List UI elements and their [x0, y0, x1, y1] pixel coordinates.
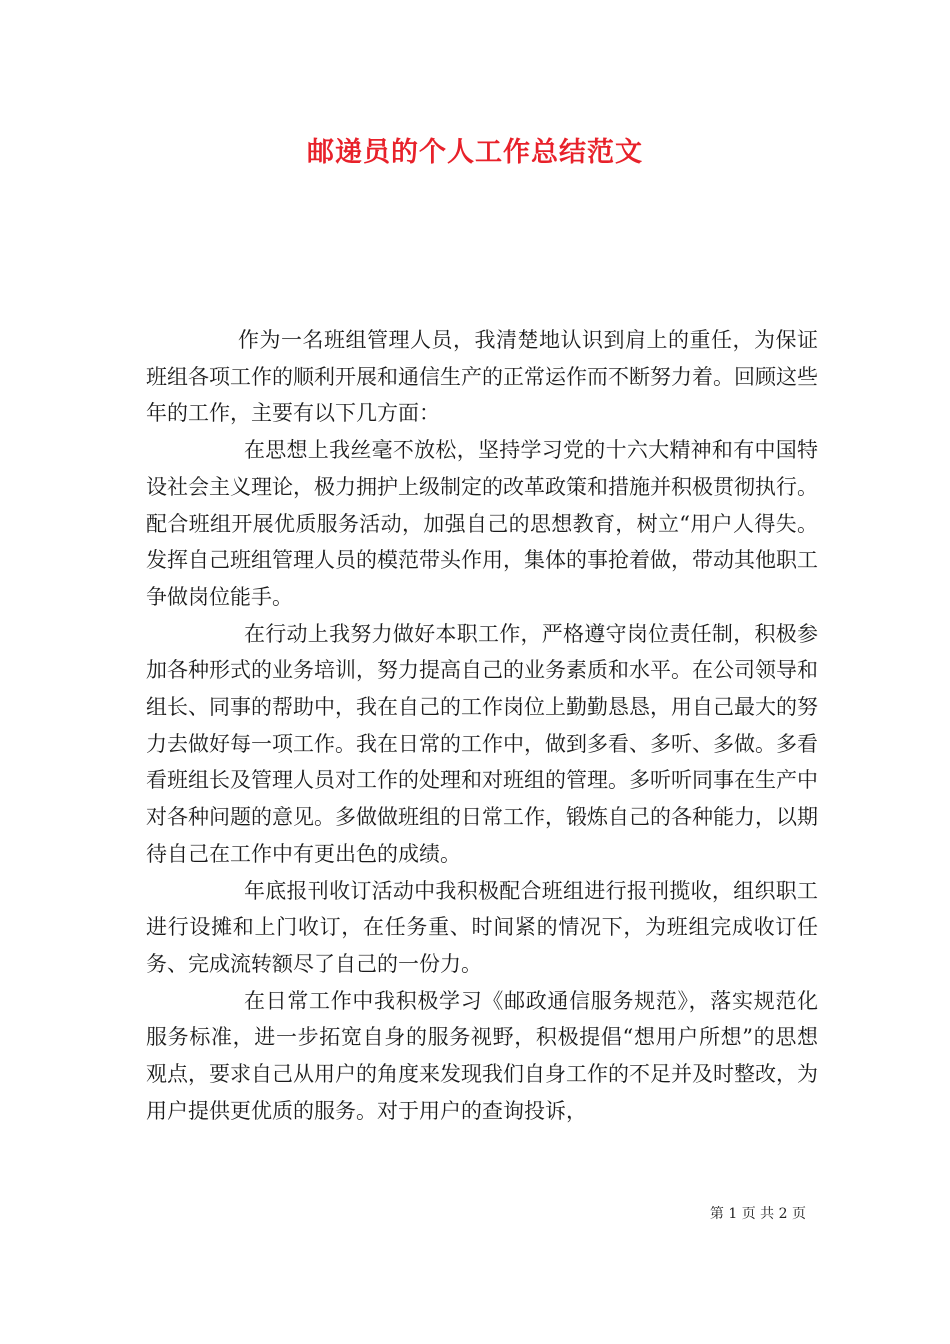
paragraph-2: 在思想上我丝毫不放松，坚持学习党的十六大精神和有中国特设社会主义理论，极力拥护上级制定的改革政策和措施并积极贯彻执行。配合班组开展优质服务活动，加强自己的思想教育，树立“用户人得失。发挥自己班组管理人员的模范带头作用，集体的事抢着做，带动其他职工争做岗位能手。 [146, 438, 818, 609]
paragraph-3: 在行动上我努力做好本职工作，严格遵守岗位责任制，积极参加各种形式的业务培训，努力提高自己的业务素质和水平。在公司领导和组长、同事的帮助中，我在自己的工作岗位上勤勤恳恳，用自己最大的努力去做好每一项工作。我在日常的工作中，做到多看、多听、多做。多看看班组长及管理人员对工作的处理和对班组的管理。多听听同事在生产中对各种问题的意见。多做做班组的日常工作，锻炼自己的各种能力，以期待自己在工作中有更出色的成绩。 [146, 621, 818, 866]
document-title: 邮递员的个人工作总结范文 [307, 137, 643, 168]
paragraph-5: 在日常工作中我积极学习《邮政通信服务规范》，落实规范化服务标准，进一步拓宽自身的服务视野，积极提倡“想用户所想”的思想观点，要求自己从用户的角度来发现我们自身工作的不足并及时整改，为用户提供更优质的服务。对于用户的查询投诉， [146, 988, 818, 1123]
document-body [146, 322, 818, 1129]
page-number-footer: 第 1 页 共 2 页 [709, 1206, 806, 1222]
paragraph-4: 年底报刊收订活动中我积极配合班组进行报刊揽收，组织职工进行设摊和上门收订，在任务重、时间紧的情况下，为班组完成收订任务、完成流转额尽了自己的一份力。 [146, 878, 818, 976]
paragraph-1: 作为一名班组管理人员，我清楚地认识到肩上的重任，为保证班组各项工作的顺利开展和通信生产的正常运作而不断努力着。回顾这些年的工作，主要有以下几方面： [146, 328, 818, 426]
